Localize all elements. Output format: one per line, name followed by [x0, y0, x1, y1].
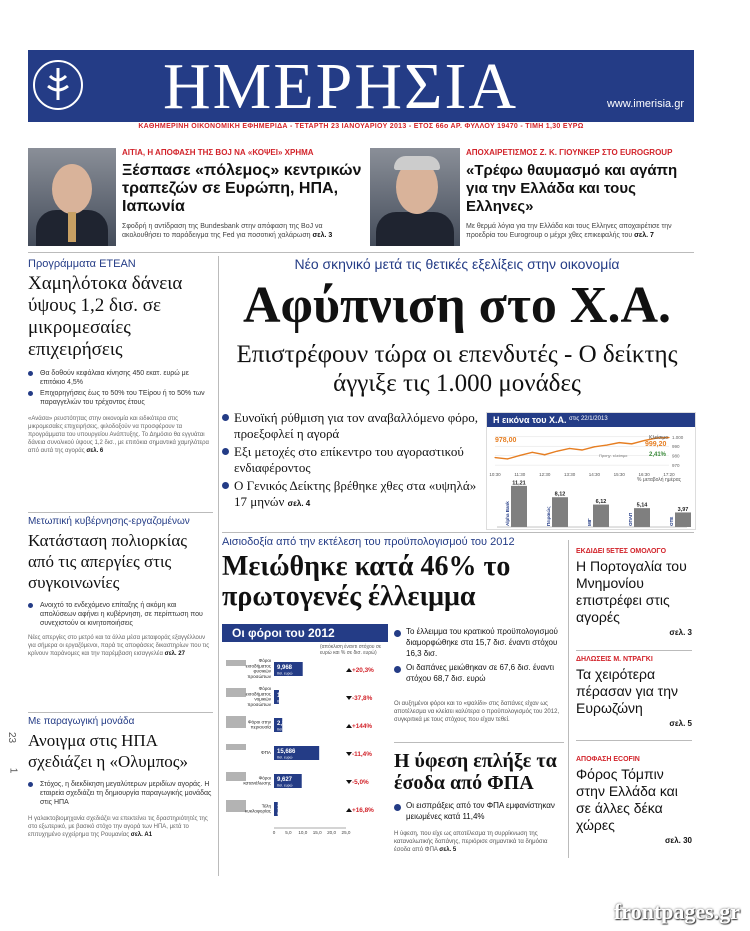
a3-body-text: Η γαλακτοβιομηχανία σχεδιάζει να επεκτείνει τις δραστηριότητές της στο εξωτερικό, με βασικό στόχο την αγορά των ΗΠΑ, μετά το επιτυχημένο εγχείρημα της Ρουμανίας: [28, 816, 208, 838]
line-chart-xtick: 15:30: [613, 472, 625, 477]
line-chart-point: [581, 449, 582, 450]
r2-ref[interactable]: σελ. 5: [669, 719, 692, 728]
a1-headline[interactable]: Χαμηλότοκα δάνεια ύψους 1,2 δισ. σε μικρομεσαίες επιχειρήσεις: [28, 273, 183, 360]
deficit-kicker: Αισιοδοξία από την εκτέλεση του προϋπολογισμού του 2012: [222, 536, 515, 548]
market-chart: [486, 412, 696, 530]
top-right-text-body: Με θερμά λόγια για την Ελλάδα και τους Ελληνες αποχαιρέτισε την προεδρία του Eurogroup ο μέχρι χθες επικεφαλής του: [466, 223, 672, 239]
masthead-tagline: ΚΑΘΗΜΕΡΙΝΗ ΟΙΚΟΝΟΜΙΚΗ ΕΦΗΜΕΡΙΔΑ - ΤΕΤΑΡΤΗ 23 ΙΑΝΟΥΑΡΙΟΥ 2013 - ΕΤΟΣ 66ο ΑΡ. ΦΥΛΛΟΥ 19470 - ΤΙΜΗ 1,30 ΕΥΡΩ: [138, 123, 584, 130]
left-column-divider: [218, 256, 219, 876]
deficit-body: Οι αυξημένοι φόροι και το «ψαλίδι» στις δαπάνες είχαν ως αποτέλεσμα να κλείσει καλύτερα ο προϋπολογισμός του 2012, συγκριτικά με τους στόχους που είχαν τεθεί.: [394, 701, 560, 723]
top-right-headline[interactable]: «Τρέφω θαυμασμό και αγάπη για την Ελλάδα και τους Ελληνες»: [466, 162, 678, 215]
tax-bar-value-label: 1,3: [277, 805, 286, 811]
tax-chart-subtitle: (απόκλιση έναντι στόχου σε ευρώ και % σε δισ. ευρώ): [320, 644, 382, 656]
r1-headline[interactable]: Η Πορτογαλία του Μνημονίου επιστρέφει στις αγορές: [576, 558, 687, 625]
tax-bar-category-label: Τέλη κυκλοφορίας: [245, 803, 271, 814]
stock-bar-category-label: ΜΙΓ: [587, 518, 592, 526]
masthead: [28, 50, 694, 122]
line-chart-xtick: 13:30: [563, 472, 576, 477]
line-chart-point: [606, 444, 607, 445]
draghi-photo: [28, 148, 116, 246]
right-article-2: [576, 656, 692, 728]
tax-bar-change-label: +144%: [352, 723, 373, 730]
line-chart-xtick: 16:30: [638, 472, 650, 477]
deficit-bullet-3: Οι εισπράξεις από τον ΦΠΑ εμφανίστηκαν μειωμένες κατά 11,4%: [394, 800, 564, 822]
tax-bar-category-label: Φόροι εισοδήματος φυσικών προσώπων: [245, 658, 271, 679]
stock-bar-category-label: Πειραιώς: [546, 506, 551, 526]
top-left-headline[interactable]: Ξέσπασε «πόλεμος» κεντρικών τραπεζών σε Ευρώπη, ΗΠΑ, Ιαπωνία: [122, 162, 362, 215]
stock-bar-value-label: 8,12: [554, 491, 566, 498]
masthead-site[interactable]: www.imerisia.gr: [606, 98, 684, 110]
stock-bar-category-label: ΟΠΑΠ: [628, 512, 633, 526]
line-chart-point: [668, 437, 669, 438]
stock-bar-chart: [487, 475, 695, 529]
a3-ref[interactable]: σελ. A1: [130, 832, 153, 838]
line-chart-point: [544, 454, 545, 455]
tax-bar-change-label: +16,8%: [352, 807, 374, 814]
mid-divider: [222, 532, 694, 533]
tax-bar-unit-label: δισ. ευρώ: [277, 727, 293, 732]
a1-bullet-1: Θα δοθούν κεφάλαια κίνησης 450 εκατ. ευρώ με επιτόκιο 4,5%: [28, 369, 213, 387]
line-chart-point: [619, 442, 620, 443]
top-right-text: [466, 222, 691, 240]
market-chart-date: στις 22/1/2013: [569, 416, 608, 422]
margin-number-1: 23: [6, 731, 18, 744]
stock-bar-value-label: 6,12: [595, 499, 607, 506]
deficit-body-2: [394, 830, 564, 854]
deficit-bullets: [394, 626, 564, 684]
tax-bar-unit-label: δισ. ευρώ: [277, 783, 293, 788]
tax-chart-xtick: 5,0: [285, 830, 292, 835]
line-chart-xtick: 10:30: [489, 472, 501, 477]
tax-bar-unit-label: δισ. ευρώ: [277, 671, 293, 676]
tax-bar-category-label: ΦΠΑ: [260, 750, 271, 755]
stock-bar-value-label: 11,21: [512, 480, 526, 487]
lead-bullet-3: [222, 478, 480, 512]
tax-chart-xtick: 0: [272, 830, 276, 835]
a2-headline[interactable]: Κατάσταση πολιορκίας από τις απεργίες στις συγκοινωνίες: [28, 531, 187, 592]
a1-bullet-2: Επιχορηγήσεις έως το 50% του ΤΕίρου ή το 50% των παραγγελιών του τρέχοντος έτους: [28, 389, 213, 407]
r3-headline[interactable]: Φόρος Τόμπιν στην Ελλάδα και σε άλλες δέκα χώρες: [576, 766, 678, 833]
deficit-bullet-3-wrap: [394, 800, 564, 822]
right-column-divider: [568, 540, 569, 858]
left-divider-1: [28, 512, 213, 513]
line-chart-ytick: 1.000: [672, 434, 684, 440]
lead-bullets: [222, 410, 480, 512]
line-chart-ytick: 980: [672, 453, 680, 459]
line-chart-point: [532, 452, 533, 453]
lead-ref[interactable]: σελ. 4: [287, 499, 311, 508]
tax-bar-change-label: -5,0%: [352, 779, 369, 786]
tax-bar-value-label: 1,715: [277, 693, 293, 699]
line-chart-point: [594, 446, 595, 447]
line-chart-point: [519, 455, 520, 456]
line-chart-ytick: 970: [672, 463, 680, 469]
line-chart-xtick: 14:30: [588, 472, 601, 477]
left-article-3: [28, 716, 213, 839]
lead-kicker: Νέο σκηνικό μετά τις θετικές εξελίξεις στην οικονομία: [294, 256, 620, 272]
stock-bar-category-label: ΟΤΕ: [669, 516, 674, 526]
tax-bar-unit-label: δισ. ευρώ: [277, 699, 293, 704]
stock-bar-value-label: 3,97: [677, 506, 689, 513]
a1-body-text: «Ανάσα» ρευστότητας στην οικονομία και ειδικότερα στις μικρομεσαίες επιχειρήσεις, φιλοδοξούν να προσφέρουν τα προγράμματα του υπουργείου Ανάπτυξης. Το Δημόσιο θα εγγυάται δάνεια συνολικού ύψους 1,2 δισ., με επιτόκια σημαντικά χαμηλότερα από αυτά της αγοράς: [28, 416, 210, 454]
line-chart-point: [631, 443, 632, 444]
market-bar-title: % μεταβολή ημέρας: [637, 477, 682, 483]
line-chart-ytick: 990: [672, 444, 680, 450]
line-chart-point: [569, 448, 570, 449]
tax-chart-xtick: 25,0: [341, 830, 351, 835]
tax-bar-value-label: 9,968: [277, 665, 293, 671]
line-chart-xtick: 17:20: [663, 472, 675, 477]
line-chart-point: [494, 457, 495, 458]
juncker-photo: [370, 148, 460, 246]
lead-bullet-2: Εξι μετοχές στο επίκεντρο του αγοραστικού ενδιαφέροντος: [222, 444, 480, 476]
line-chart-point: [557, 451, 558, 452]
deficit-ref[interactable]: σελ. 5: [439, 847, 457, 853]
a2-bullet-1: Ανοιχτό το ενδεχόμενο επίταξης ή ακόμη και απολύσεων αφήνει η κυβέρνηση, σε περίπτωση που συνεχιστούν οι κινητοποιήσεις: [28, 601, 213, 628]
a3-headline[interactable]: Ανοιγμα στις ΗΠΑ σχεδιάζει η «Ολυμπος»: [28, 731, 189, 771]
tax-chart-xtick: 15,0: [312, 830, 322, 835]
top-left-text: [122, 222, 362, 240]
lead-deck: Επιστρέφουν τώρα οι επενδυτές - Ο δείκτης άγγιξε τις 1.000 μονάδες: [236, 341, 678, 397]
tax-chart-xtick: 10,0: [298, 830, 308, 835]
right-column: [576, 548, 692, 637]
stock-bar-category-label: Alpha Bank: [505, 501, 510, 526]
a3-kicker: Με παραγωγική μονάδα: [28, 716, 135, 727]
tax-chart: [222, 624, 388, 864]
left-article-2: [28, 516, 213, 658]
stock-bar: [552, 497, 568, 527]
tax-bar-category-label: Φόροι στην περιουσία: [247, 719, 271, 730]
tax-chart-xtick: 20,0: [327, 830, 337, 835]
market-prev-label: Προηγ. κλείσιμο: [599, 453, 628, 458]
stock-bar: [511, 486, 527, 527]
right-divider-2: [576, 740, 692, 741]
deficit-bullet-2: Οι δαπάνες μειώθηκαν σε 67,6 δισ. έναντι στόχου 68,7 δισ. ευρώ: [394, 662, 564, 684]
tax-bar-change-label: -37,8%: [352, 695, 373, 702]
tax-bar-unit-label: δισ. ευρώ: [277, 755, 293, 760]
a1-body: [28, 415, 213, 455]
tax-bar-value-label: 15,686: [277, 749, 296, 755]
a1-ref[interactable]: σελ. 6: [86, 448, 104, 454]
tax-bar-unit-label: δισ. ευρώ: [277, 811, 293, 816]
top-left-kicker: ΑΙΤΙΑ, Η ΑΠΟΦΑΣΗ ΤΗΣ BOJ ΝΑ «ΚΟΨΕΙ» ΧΡΗΜΑ: [122, 148, 314, 157]
a2-kicker: Μετωπική κυβέρνησης-εργαζομένων: [28, 516, 190, 527]
frontpages-watermark: frontpages.gr: [613, 899, 740, 924]
left-column: [28, 258, 213, 455]
deficit-inner-divider: [394, 742, 564, 743]
left-divider-2: [28, 712, 213, 713]
tax-bar-change-label: +20,3%: [352, 667, 374, 674]
tax-bar-value-label: 9,627: [277, 777, 293, 783]
market-change: 2,41%: [649, 452, 667, 458]
market-close-value: 999,20: [645, 441, 667, 448]
a2-body: [28, 634, 213, 658]
r3-ref[interactable]: σελ. 30: [664, 836, 692, 845]
tax-bar-chart: [222, 658, 388, 864]
tax-chart-title: Οι φόροι του 2012: [232, 626, 335, 640]
top-right-ref[interactable]: σελ. 7: [634, 232, 654, 239]
tax-bar-category-label: Φόροι εισοδήματος νομικών προσώπων: [245, 686, 271, 707]
a3-body: [28, 815, 213, 839]
deficit-bullet-1: Το έλλειμμα του κρατικού προϋπολογισμού διαμορφώθηκε στα 15,7 δισ. έναντι στόχου 16,3 δισ.: [394, 626, 564, 659]
top-right-kicker: ΑΠΟΧΑΙΡΕΤΙΣΜΟΣ Ζ. Κ. ΓΙΟΥΝΚΕΡ ΣΤΟ EUROGROUP: [466, 148, 673, 157]
margin-number-2: 1: [7, 767, 19, 774]
stock-bar: [634, 508, 650, 527]
a3-bullet-1: Στόχος, η διεκδίκηση μεγαλύτερων μεριδίων αγοράς. Η εταιρεία σχεδιάζει τη δημιουργία παραγωγικής μονάδας στις ΗΠΑ: [28, 780, 213, 807]
newspaper-logo-icon: [32, 56, 84, 114]
r1-kicker: ΕΚΔΙΔΕΙ 5ΕΤΕΣ ΟΜΟΛΟΓΟ: [576, 548, 667, 555]
right-article-3: [576, 756, 692, 845]
line-chart-xtick: 12:30: [539, 472, 551, 477]
a1-kicker: Προγράμματα ΕΤΕΑΝ: [28, 258, 136, 270]
line-chart-point: [507, 458, 508, 459]
top-divider: [28, 252, 694, 253]
masthead-title: ΗΜΕΡΗΣΙΑ: [163, 50, 519, 123]
top-left-ref[interactable]: σελ. 3: [312, 232, 333, 239]
market-close-label: Κλείσιμο: [649, 435, 669, 441]
stock-bar-value-label: 5,14: [636, 502, 648, 509]
r3-kicker: ΑΠΟΦΑΣΗ ECOFIN: [576, 756, 640, 763]
deficit-body-2-text: Η ύφεση, που είχε ως αποτέλεσμα τη συρρίκνωση της καταναλωτικής δαπάνης, περιόρισε σημαντικά τα δημόσια έσοδα από ΦΠΑ: [394, 831, 548, 853]
stock-bar: [593, 505, 609, 527]
r1-ref[interactable]: σελ. 3: [669, 628, 692, 637]
top-left-text-body: Σφοδρή η αντίδραση της Bundesbank στην απόφαση της BoJ να ακολουθήσει το παράδειγμα της Fed για ποσοτική χαλάρωση: [122, 223, 323, 239]
tax-bar-value-label: 2,857: [277, 721, 293, 727]
lead-headline[interactable]: Αφύπνιση στο Χ.Α.: [242, 277, 671, 334]
a2-ref[interactable]: σελ. 27: [164, 651, 185, 657]
deficit-sub-headline[interactable]: Η ύφεση επλήξε τα έσοδα από ΦΠΑ: [394, 750, 557, 794]
tax-bar-category-label: Φόροι κατανάλωσης: [243, 775, 271, 786]
tax-bar-change-label: -11,4%: [352, 751, 372, 758]
r2-kicker: ΔΗΛΩΣΕΙΣ Μ. ΝΤΡΑΓΚΙ: [576, 656, 653, 663]
right-divider-1: [576, 650, 692, 651]
deficit-headline[interactable]: Μειώθηκε κατά 46% το πρωτογενές έλλειμμα: [222, 551, 511, 612]
market-start-value: 978,00: [495, 437, 517, 444]
stock-bar: [675, 512, 691, 527]
line-chart-xtick: 11:30: [514, 472, 526, 477]
a2-body-text: Νέες απεργίες στο μετρό και τα άλλα μέσα μεταφοράς εξαγγέλλουν για σήμερα οι εργαζόμενοι, παρά τις αποφάσεις δικαστηρίων που τις κρίνουν παράνομες και την παρέμβαση εισαγγελέα: [28, 635, 210, 657]
r2-headline[interactable]: Τα χειρότερα πέρασαν για την Ευρωζώνη: [576, 666, 678, 716]
lead-bullet-3-text: Ο Γενικός Δείκτης βρέθηκε χθες στα «υψηλά» 17 μηνών: [234, 478, 477, 509]
lead-bullet-1: Ευνοϊκή ρύθμιση για τον αναβαλλόμενο φόρο, προεξοφλεί η αγορά: [222, 410, 480, 442]
market-chart-title: Η εικόνα του Χ.Α.: [493, 415, 567, 425]
